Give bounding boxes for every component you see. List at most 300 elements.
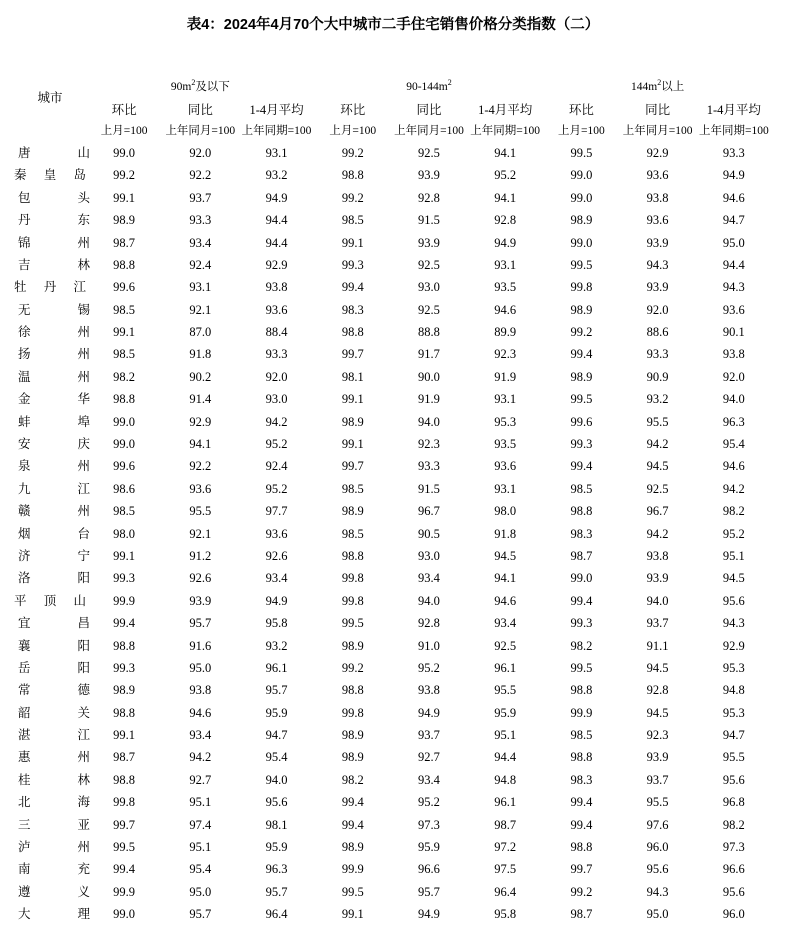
value-cell: 95.7 (418, 884, 440, 899)
value-cell: 95.2 (418, 660, 440, 675)
city-name (14, 214, 94, 227)
table-row (14, 209, 772, 231)
value-cell: 99.0 (113, 907, 136, 922)
table-row (14, 500, 772, 522)
city-name-cell (14, 590, 86, 612)
value-cell: 98.5 (341, 213, 364, 228)
city-name (14, 348, 94, 361)
value-cell: 94.0 (646, 593, 669, 608)
value-cell: 93.5 (494, 280, 517, 295)
value-cell: 94.4 (494, 750, 517, 765)
value-cell: 95.3 (494, 414, 517, 429)
city-name (14, 550, 94, 563)
city-name-char: 华 (77, 392, 91, 407)
header-base-spacer (14, 121, 86, 142)
value-cell: 98.2 (570, 638, 593, 653)
city-name-cell (14, 187, 91, 209)
value-cell: 94.4 (722, 257, 745, 272)
value-cell: 95.5 (189, 504, 212, 519)
value-cell: 93.4 (494, 616, 517, 631)
value-cell: 94.5 (722, 571, 745, 586)
value-cell: 99.9 (570, 705, 593, 720)
value-cell: 94.6 (494, 593, 517, 608)
value-cell: 92.0 (646, 302, 669, 317)
value-cell: 99.2 (113, 168, 136, 183)
city-name (14, 393, 94, 406)
value-cell: 98.5 (341, 481, 364, 496)
value-cell: 99.7 (570, 862, 593, 877)
value-cell: 98.2 (722, 504, 745, 519)
value-cell: 98.8 (570, 504, 593, 519)
value-cell: 99.7 (341, 459, 364, 474)
value-cell: 94.1 (494, 145, 517, 160)
value-cell: 97.3 (418, 817, 440, 832)
city-name (14, 483, 94, 496)
value-cell: 93.7 (189, 190, 212, 205)
table-row (14, 702, 772, 724)
value-cell: 93.7 (418, 728, 440, 743)
value-cell: 95.0 (722, 235, 745, 250)
value-cell: 94.6 (494, 302, 517, 317)
value-cell: 98.9 (341, 728, 364, 743)
city-name-cell (14, 164, 86, 186)
value-cell: 95.5 (494, 683, 517, 698)
city-name-char: 包 (18, 190, 31, 205)
value-cell: 94.2 (646, 437, 669, 452)
value-cell: 99.0 (113, 437, 136, 452)
city-name (14, 259, 94, 272)
value-cell: 99.4 (341, 795, 364, 810)
city-name-char: 扬 (18, 347, 31, 362)
city-name (14, 147, 94, 160)
value-cell: 96.1 (494, 660, 517, 675)
value-cell: 93.8 (646, 548, 669, 563)
value-cell: 96.7 (646, 504, 669, 519)
value-cell: 93.4 (418, 571, 440, 586)
city-name-char: 头 (77, 190, 91, 205)
value-cell: 92.4 (189, 257, 212, 272)
value-cell: 94.9 (265, 593, 288, 608)
value-cell: 98.2 (341, 772, 364, 787)
value-cell: 98.9 (570, 213, 593, 228)
header-sub-2-1: 同比 (645, 102, 671, 117)
value-cell: 99.0 (113, 414, 136, 429)
value-cell: 94.9 (418, 907, 440, 922)
value-cell: 93.8 (646, 190, 669, 205)
table-row (14, 433, 772, 455)
value-cell: 90.2 (189, 369, 212, 384)
value-cell: 93.1 (494, 392, 517, 407)
table-row (14, 344, 772, 366)
city-name-cell (14, 209, 91, 231)
table-container (14, 34, 772, 926)
value-cell: 94.5 (494, 548, 517, 563)
city-name-char: 州 (77, 369, 91, 384)
value-cell: 93.3 (646, 347, 669, 362)
value-cell: 95.1 (189, 795, 212, 810)
table-row (14, 523, 772, 545)
value-cell: 99.1 (113, 728, 136, 743)
value-cell: 94.7 (722, 728, 745, 743)
city-name-cell (14, 500, 91, 522)
value-cell: 99.0 (113, 145, 136, 160)
header-base-0-2: 上年同期=100 (241, 124, 312, 137)
value-cell: 95.6 (722, 884, 745, 899)
city-name-char: 州 (77, 347, 91, 362)
header-sub-row (14, 99, 772, 121)
header-sub-1-0: 环比 (340, 102, 366, 117)
value-cell: 93.9 (646, 235, 669, 250)
city-name-char: 埠 (77, 414, 91, 429)
city-name (14, 751, 94, 764)
value-cell: 99.0 (570, 235, 593, 250)
value-cell: 93.4 (189, 728, 212, 743)
city-name-char: 桂 (18, 772, 31, 787)
value-cell: 92.5 (494, 638, 517, 653)
value-cell: 99.8 (341, 705, 364, 720)
city-name-char: 北 (18, 795, 31, 810)
city-name-char: 大 (18, 907, 31, 922)
value-cell: 98.8 (341, 548, 364, 563)
city-name-char: 州 (77, 459, 91, 474)
value-cell: 98.8 (113, 257, 136, 272)
value-cell: 93.9 (646, 280, 669, 295)
price-index-table (14, 76, 772, 926)
value-cell: 93.9 (646, 571, 669, 586)
value-cell: 93.3 (418, 459, 440, 474)
city-name-cell (14, 881, 91, 903)
city-name-char: 关 (77, 705, 91, 720)
value-cell: 95.7 (265, 884, 288, 899)
value-cell: 92.8 (418, 190, 440, 205)
value-cell: 93.3 (265, 347, 288, 362)
header-sub-1-2: 1-4月平均 (478, 102, 533, 117)
table-row (14, 187, 772, 209)
table-row (14, 836, 772, 858)
value-cell: 99.4 (341, 817, 364, 832)
value-cell: 99.3 (113, 660, 136, 675)
value-cell: 93.6 (265, 302, 288, 317)
city-name-char: 赣 (18, 504, 31, 519)
value-cell: 92.2 (189, 459, 212, 474)
value-cell: 94.9 (418, 705, 440, 720)
value-cell: 99.1 (341, 235, 364, 250)
value-cell: 99.9 (113, 593, 136, 608)
city-name-char: 蚌 (18, 414, 31, 429)
value-cell: 98.9 (113, 213, 136, 228)
city-name-char: 州 (77, 504, 91, 519)
value-cell: 98.7 (113, 750, 136, 765)
city-name (14, 841, 94, 854)
value-cell: 92.4 (265, 459, 288, 474)
value-cell: 99.3 (570, 437, 593, 452)
value-cell: 93.6 (646, 213, 669, 228)
value-cell: 91.4 (189, 392, 212, 407)
value-cell: 99.6 (570, 414, 593, 429)
value-cell: 92.0 (265, 369, 288, 384)
value-cell: 99.2 (341, 190, 364, 205)
header-base-1-1: 上年同月=100 (394, 124, 464, 137)
value-cell: 98.9 (113, 683, 136, 698)
value-cell: 97.4 (189, 817, 212, 832)
city-name-char: 林 (77, 772, 91, 787)
table-row (14, 164, 772, 186)
value-cell: 94.6 (189, 705, 212, 720)
value-cell: 94.3 (646, 884, 669, 899)
value-cell: 94.0 (418, 414, 440, 429)
value-cell: 97.5 (494, 862, 517, 877)
city-name-cell (14, 657, 91, 679)
value-cell: 95.5 (646, 414, 669, 429)
value-cell: 93.6 (722, 302, 745, 317)
value-cell: 98.8 (113, 392, 136, 407)
value-cell: 93.6 (265, 526, 288, 541)
table-row (14, 769, 772, 791)
group-1-base: 90-144m (406, 80, 448, 93)
value-cell: 88.4 (265, 325, 288, 340)
value-cell: 92.8 (494, 213, 517, 228)
value-cell: 95.5 (646, 795, 669, 810)
header-sub-1-1: 同比 (416, 102, 442, 117)
city-name-char: 金 (18, 392, 31, 407)
value-cell: 99.5 (570, 257, 593, 272)
header-group-2 (543, 76, 772, 99)
value-cell: 94.0 (418, 593, 440, 608)
group-2-base: 144m (631, 80, 658, 93)
city-name (14, 617, 94, 630)
value-cell: 99.4 (570, 593, 593, 608)
city-name-char: 秦 (14, 168, 27, 183)
city-name-cell (14, 769, 91, 791)
city-name-char: 州 (77, 325, 91, 340)
value-cell: 99.9 (341, 862, 364, 877)
table-row (14, 388, 772, 410)
table-row (14, 299, 772, 321)
value-cell: 99.1 (341, 907, 364, 922)
city-name-char: 义 (77, 884, 91, 899)
value-cell: 93.3 (189, 213, 212, 228)
table-row (14, 545, 772, 567)
city-name-char: 宜 (18, 616, 31, 631)
value-cell: 91.6 (189, 638, 212, 653)
value-cell: 98.0 (113, 526, 136, 541)
value-cell: 98.7 (570, 907, 593, 922)
header-sub-0-1: 同比 (187, 102, 213, 117)
value-cell: 95.2 (418, 795, 440, 810)
value-cell: 98.1 (265, 817, 288, 832)
value-cell: 94.7 (722, 213, 745, 228)
value-cell: 94.9 (494, 235, 517, 250)
city-name-char: 泸 (18, 840, 31, 855)
value-cell: 98.8 (113, 705, 136, 720)
value-cell: 92.6 (265, 548, 288, 563)
value-cell: 91.8 (494, 526, 517, 541)
city-name-char: 林 (77, 257, 91, 272)
value-cell: 93.7 (646, 772, 669, 787)
value-cell: 93.2 (646, 392, 669, 407)
value-cell: 93.4 (418, 772, 440, 787)
city-name-cell (14, 254, 91, 276)
value-cell: 93.8 (418, 683, 440, 698)
city-name-char: 无 (18, 302, 31, 317)
value-cell: 91.5 (418, 213, 440, 228)
value-cell: 95.2 (494, 168, 517, 183)
value-cell: 92.3 (418, 437, 440, 452)
value-cell: 99.1 (113, 325, 136, 340)
value-cell: 98.8 (341, 325, 364, 340)
value-cell: 94.0 (722, 392, 745, 407)
value-cell: 96.0 (646, 840, 669, 855)
value-cell: 93.1 (189, 280, 212, 295)
value-cell: 98.8 (570, 750, 593, 765)
city-name-char: 洛 (18, 571, 31, 586)
city-name-cell (14, 142, 91, 164)
value-cell: 93.6 (646, 168, 669, 183)
value-cell: 95.9 (494, 705, 517, 720)
value-cell: 98.0 (494, 504, 517, 519)
value-cell: 93.9 (646, 750, 669, 765)
value-cell: 99.3 (113, 571, 136, 586)
city-name-cell (14, 903, 91, 925)
value-cell: 92.8 (418, 616, 440, 631)
city-name-cell (14, 545, 91, 567)
city-name-cell (14, 523, 91, 545)
value-cell: 95.1 (722, 548, 745, 563)
city-name-char: 丹 (43, 280, 57, 295)
city-name-char: 阳 (77, 571, 91, 586)
group-2-suffix: 以上 (661, 80, 685, 93)
value-cell: 95.3 (722, 705, 745, 720)
value-cell: 99.4 (113, 616, 136, 631)
value-cell: 99.2 (570, 884, 593, 899)
city-name (14, 572, 94, 585)
city-name-char: 襄 (18, 638, 31, 653)
value-cell: 92.3 (494, 347, 517, 362)
value-cell: 96.8 (722, 795, 745, 810)
value-cell: 95.7 (265, 683, 288, 698)
table-row (14, 859, 772, 881)
value-cell: 98.7 (570, 548, 593, 563)
value-cell: 92.6 (189, 571, 212, 586)
city-name-char: 宁 (77, 548, 91, 563)
value-cell: 89.9 (494, 325, 517, 340)
value-cell: 94.7 (265, 728, 288, 743)
header-group-row (14, 76, 772, 99)
city-name (14, 371, 94, 384)
value-cell: 94.5 (646, 705, 669, 720)
value-cell: 96.4 (494, 884, 517, 899)
group-0-suffix: 及以下 (195, 80, 230, 93)
value-cell: 97.7 (265, 504, 288, 519)
value-cell: 92.5 (418, 145, 440, 160)
table-row (14, 276, 772, 298)
city-name-char: 韶 (18, 705, 31, 720)
header-city-label: 城市 (37, 91, 63, 106)
city-name-char: 江 (77, 481, 91, 496)
city-name-char: 安 (18, 437, 31, 452)
value-cell: 98.3 (570, 772, 593, 787)
value-cell: 95.0 (646, 907, 669, 922)
value-cell: 93.8 (265, 280, 288, 295)
value-cell: 94.1 (189, 437, 212, 452)
table-row (14, 612, 772, 634)
city-name-cell (14, 455, 91, 477)
value-cell: 99.5 (570, 660, 593, 675)
value-cell: 95.0 (189, 660, 212, 675)
city-name-char: 九 (18, 481, 31, 496)
city-name (14, 886, 94, 899)
value-cell: 98.8 (570, 840, 593, 855)
city-name (14, 416, 94, 429)
value-cell: 99.5 (570, 145, 593, 160)
city-name-char: 江 (77, 728, 91, 743)
city-name (14, 662, 94, 675)
city-name-char: 唐 (18, 145, 31, 160)
city-name (14, 326, 94, 339)
header-base-2-1: 上年同月=100 (622, 124, 693, 137)
value-cell: 90.5 (418, 526, 440, 541)
city-name-char: 亚 (77, 817, 91, 832)
table-row (14, 366, 772, 388)
city-name-char: 平 (14, 593, 27, 608)
header-base-0-0: 上月=100 (100, 124, 148, 137)
value-cell: 92.0 (189, 145, 212, 160)
value-cell: 96.6 (418, 862, 440, 877)
value-cell: 98.5 (341, 526, 364, 541)
value-cell: 97.2 (494, 840, 517, 855)
city-name-char: 锡 (77, 302, 91, 317)
city-name-cell (14, 814, 91, 836)
header-group-0 (86, 76, 315, 99)
value-cell: 99.2 (570, 325, 593, 340)
city-name-char: 徐 (18, 325, 31, 340)
value-cell: 95.9 (418, 840, 440, 855)
value-cell: 91.1 (646, 638, 669, 653)
table-row (14, 679, 772, 701)
table-row (14, 635, 772, 657)
header-group-1 (315, 76, 544, 99)
value-cell: 99.4 (570, 459, 593, 474)
table-body (14, 142, 772, 926)
city-name-char: 阳 (77, 660, 91, 675)
city-name-cell (14, 276, 86, 298)
value-cell: 92.8 (646, 683, 669, 698)
table-row (14, 254, 772, 276)
table-row (14, 567, 772, 589)
value-cell: 95.2 (265, 437, 288, 452)
group-0-superscript: 2 (191, 77, 196, 87)
value-cell: 94.1 (494, 190, 517, 205)
value-cell: 98.9 (341, 750, 364, 765)
value-cell: 92.2 (189, 168, 212, 183)
value-cell: 96.1 (494, 795, 517, 810)
table-row (14, 747, 772, 769)
value-cell: 99.3 (341, 257, 364, 272)
value-cell: 99.5 (341, 884, 364, 899)
group-0-base: 90m (170, 80, 192, 93)
city-name-char: 皇 (43, 168, 57, 183)
city-name-cell (14, 747, 91, 769)
value-cell: 99.7 (341, 347, 364, 362)
value-cell: 91.9 (494, 369, 517, 384)
value-cell: 98.3 (570, 526, 593, 541)
value-cell: 98.5 (570, 728, 593, 743)
value-cell: 95.7 (189, 616, 212, 631)
city-name (14, 908, 94, 921)
value-cell: 98.5 (113, 504, 136, 519)
value-cell: 98.7 (113, 235, 136, 250)
value-cell: 94.3 (722, 616, 745, 631)
